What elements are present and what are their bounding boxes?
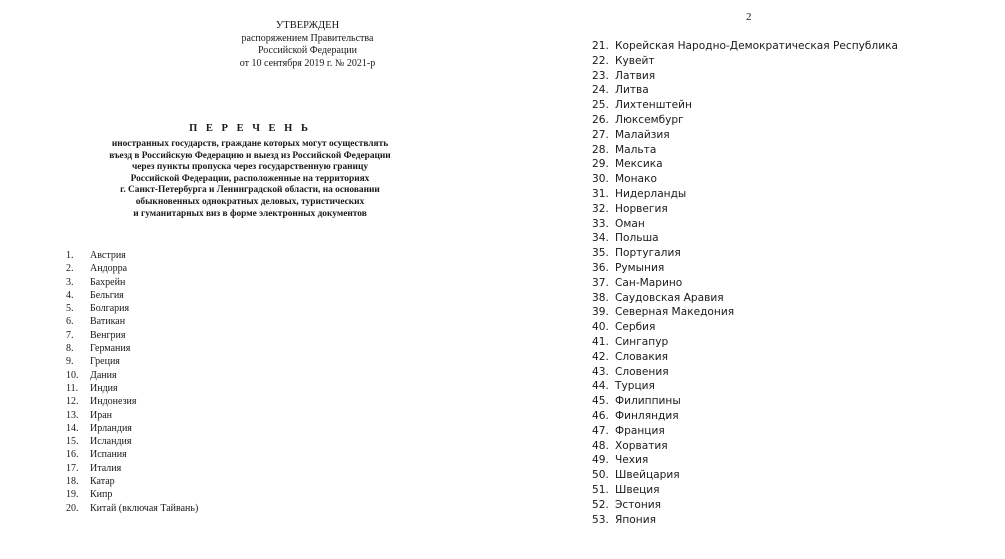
country-name: Бельгия: [90, 289, 124, 301]
country-name: Япония: [615, 513, 656, 526]
country-name: Сербия: [615, 321, 656, 334]
item-number: 34.: [592, 232, 609, 245]
country-list-item: [66, 369, 198, 382]
item-number: 26.: [592, 113, 609, 126]
item-number: 43.: [592, 365, 609, 378]
country-name: Лихтенштейн: [615, 99, 692, 112]
item-number: 16.: [66, 449, 79, 461]
item-number: 45.: [592, 395, 609, 408]
country-name: Саудовская Аравия: [615, 291, 724, 304]
country-list-item: [66, 435, 198, 448]
item-number: 49.: [592, 454, 609, 467]
country-list-item: [66, 329, 198, 342]
item-number: 52.: [592, 498, 609, 511]
country-list-item: [592, 128, 898, 143]
item-number: 17.: [66, 462, 79, 474]
country-list-item: [592, 172, 898, 187]
country-list-item: [66, 315, 198, 328]
item-number: 27.: [592, 128, 609, 141]
country-name: Венгрия: [90, 329, 126, 341]
document-page-1: [0, 0, 500, 559]
item-number: 4.: [66, 289, 74, 301]
country-name: Бахрейн: [90, 276, 126, 288]
country-list-item: [66, 488, 198, 501]
country-name: Словакия: [615, 350, 669, 363]
country-name: Кувейт: [615, 54, 655, 67]
heading-line: и гуманитарных виз в форме электронных документов: [133, 208, 367, 219]
country-list-item: [66, 249, 198, 262]
approval-line: Российской Федерации: [257, 45, 357, 57]
country-name: Швеция: [615, 483, 660, 496]
country-name: Индия: [90, 382, 118, 394]
country-list-item: [592, 202, 898, 217]
country-list-item: [592, 305, 898, 320]
country-list-item: [592, 69, 898, 84]
country-list-item: [592, 231, 898, 246]
item-number: 11.: [66, 382, 79, 394]
item-number: 8.: [66, 343, 74, 355]
country-list-item: [592, 424, 898, 439]
country-list-item: [592, 291, 898, 306]
item-number: 47.: [592, 424, 609, 437]
country-name: Чехия: [615, 454, 649, 467]
item-number: 32.: [592, 202, 609, 215]
document-page-2: [500, 0, 1005, 559]
country-list-item: [66, 502, 198, 515]
heading-line: обыкновенных однократных деловых, туристических: [135, 196, 365, 207]
country-list-item: [592, 365, 898, 380]
country-list-item: [66, 448, 198, 461]
country-list-left: [66, 249, 198, 515]
item-number: 38.: [592, 291, 609, 304]
page-number: 2: [746, 11, 752, 23]
country-name: Филиппины: [615, 395, 681, 408]
country-list-item: [592, 83, 898, 98]
country-list-item: [592, 54, 898, 69]
country-name: Румыния: [615, 261, 665, 274]
item-number: 44.: [592, 380, 609, 393]
item-number: 14.: [66, 422, 79, 434]
country-list-item: [66, 475, 198, 488]
item-number: 19.: [66, 489, 79, 501]
country-name: Ирландия: [90, 422, 132, 434]
country-list-item: [66, 462, 198, 475]
item-number: 36.: [592, 261, 609, 274]
country-list-item: [66, 342, 198, 355]
country-list-item: [66, 289, 198, 302]
item-number: 12.: [66, 396, 79, 408]
item-number: 50.: [592, 469, 609, 482]
country-name: Корейская Народно-Демократическая Республика: [615, 40, 898, 52]
country-list-item: [592, 498, 898, 513]
country-list-item: [592, 217, 898, 232]
country-list-item: [66, 302, 198, 315]
country-list-item: [592, 483, 898, 498]
country-name: Северная Македония: [615, 306, 735, 319]
item-number: 30.: [592, 173, 609, 186]
country-name: Монако: [615, 173, 657, 186]
item-number: 37.: [592, 276, 609, 289]
country-name: Швейцария: [615, 469, 680, 482]
country-name: Турция: [615, 380, 655, 393]
country-name: Германия: [90, 343, 131, 355]
item-number: 1.: [66, 250, 74, 261]
heading-line: въезд в Российскую Федерацию и выезд из Российской Федерации: [109, 150, 391, 161]
approval-line: распоряжением Правительства: [241, 33, 374, 45]
country-name: Малайзия: [615, 128, 670, 141]
approval-stamp: [225, 20, 390, 70]
country-name: Сан-Марино: [615, 276, 683, 289]
item-number: 2.: [66, 263, 74, 275]
item-number: 22.: [592, 54, 609, 67]
country-name: Сингапур: [615, 335, 669, 348]
country-name: Греция: [90, 356, 120, 368]
country-list-item: [66, 409, 198, 422]
approval-line: от 10 сентября 2019 г. № 2021-р: [239, 57, 376, 69]
country-name: Финляндия: [615, 409, 679, 422]
approval-title: УТВЕРЖДЕН: [275, 20, 340, 31]
item-number: 42.: [592, 350, 609, 363]
country-list-item: [592, 276, 898, 291]
country-list-item: [592, 439, 898, 454]
country-list-item: [66, 382, 198, 395]
country-list-item: [592, 379, 898, 394]
country-name: Индонезия: [90, 396, 137, 408]
item-number: 3.: [66, 276, 74, 288]
country-list-item: [592, 468, 898, 483]
country-name: Испания: [90, 449, 127, 461]
item-number: 9.: [66, 356, 74, 368]
country-list-item: [592, 246, 898, 261]
country-list-item: [592, 143, 898, 158]
heading-line: г. Санкт-Петербурга и Ленинградской области, на основании: [120, 185, 380, 196]
country-name: Оман: [615, 217, 645, 230]
item-number: 35.: [592, 247, 609, 260]
item-number: 46.: [592, 409, 609, 422]
country-name: Словения: [615, 365, 669, 378]
country-list-item: [592, 113, 898, 128]
country-list-item: [592, 335, 898, 350]
heading-line: через пункты пропуска через государственную границу: [131, 162, 369, 173]
country-name: Кипр: [90, 489, 113, 501]
country-list-item: [592, 453, 898, 468]
country-name: Эстония: [615, 498, 662, 511]
item-number: 20.: [66, 502, 79, 514]
item-number: 5.: [66, 303, 74, 315]
country-list-item: [66, 276, 198, 289]
country-name: Норвегия: [615, 202, 668, 215]
country-name: Австрия: [90, 250, 126, 261]
country-list-item: [592, 513, 898, 528]
item-number: 51.: [592, 483, 609, 496]
country-list-item: [592, 350, 898, 365]
item-number: 24.: [592, 84, 609, 97]
country-name: Дания: [90, 369, 117, 381]
country-name: Люксембург: [615, 113, 684, 126]
country-name: Катар: [90, 476, 115, 488]
item-number: 31.: [592, 187, 609, 200]
country-list-right: [592, 39, 898, 527]
item-number: 25.: [592, 99, 609, 112]
country-list-item: [66, 355, 198, 368]
document-title: П Е Р Е Ч Е Н Ь: [189, 123, 311, 134]
item-number: 10.: [66, 369, 79, 381]
country-name: Мальта: [615, 143, 657, 156]
item-number: 33.: [592, 217, 609, 230]
item-number: 40.: [592, 321, 609, 334]
country-name: Хорватия: [615, 439, 668, 452]
country-name: Литва: [615, 84, 649, 97]
country-name: Мексика: [615, 158, 663, 171]
country-list-item: [66, 262, 198, 275]
item-number: 48.: [592, 439, 609, 452]
item-number: 7.: [66, 329, 74, 341]
item-number: 41.: [592, 335, 609, 348]
country-list-item: [592, 39, 898, 54]
country-list-item: [592, 187, 898, 202]
country-name: Болгария: [90, 303, 130, 315]
country-list-item: [592, 409, 898, 424]
country-name: Португалия: [615, 247, 681, 260]
item-number: 39.: [592, 306, 609, 319]
country-name: Франция: [615, 424, 665, 437]
country-name: Иран: [90, 409, 113, 421]
country-name: Латвия: [615, 69, 656, 82]
country-name: Андорра: [90, 263, 128, 275]
item-number: 6.: [66, 316, 74, 328]
document-heading: [40, 123, 460, 220]
item-number: 13.: [66, 409, 79, 421]
item-number: 29.: [592, 158, 609, 171]
country-name: Нидерланды: [615, 187, 687, 200]
country-list-item: [592, 157, 898, 172]
heading-line: Российской Федерации, расположенные на территориях: [130, 173, 370, 184]
country-list-item: [592, 98, 898, 113]
country-name: Ватикан: [90, 316, 126, 328]
country-name: Китай (включая Тайвань): [90, 502, 199, 514]
item-number: 28.: [592, 143, 609, 156]
item-number: 15.: [66, 436, 79, 448]
item-number: 53.: [592, 513, 609, 526]
country-list-item: [66, 395, 198, 408]
country-list-item: [592, 320, 898, 335]
item-number: 18.: [66, 476, 79, 488]
item-number: 21.: [592, 40, 609, 52]
country-list-item: [592, 261, 898, 276]
country-list-item: [592, 394, 898, 409]
country-name: Польша: [615, 232, 659, 245]
heading-line: иностранных государств, граждане которых могут осуществлять: [111, 139, 389, 149]
country-name: Исландия: [90, 436, 132, 448]
country-name: Италия: [90, 462, 122, 474]
item-number: 23.: [592, 69, 609, 82]
country-list-item: [66, 422, 198, 435]
